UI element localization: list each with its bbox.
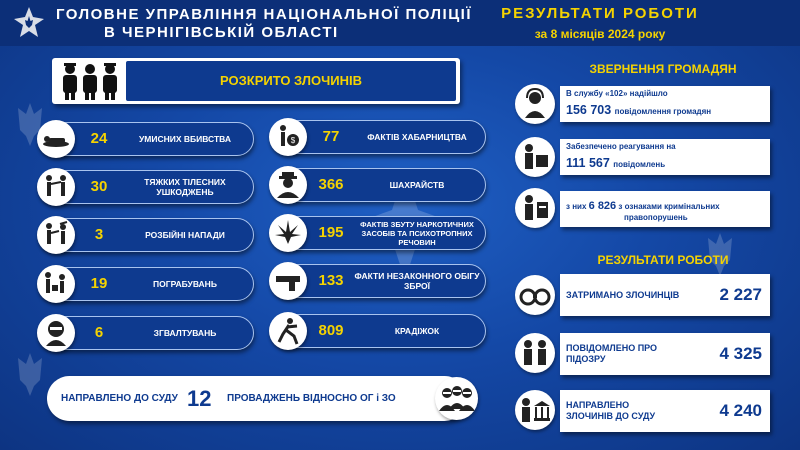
appeal-responses — [560, 139, 770, 175]
result-sent-to-court — [560, 390, 770, 432]
crime-count: 809 — [318, 322, 344, 339]
victim-icon — [37, 120, 75, 158]
appeal-value: 6 826 — [588, 200, 617, 212]
crime-count: 3 — [94, 226, 104, 243]
svg-text:$: $ — [290, 136, 296, 145]
results-title: РЕЗУЛЬТАТИ РОБОТИ — [501, 5, 699, 22]
crime-count: 195 — [318, 224, 344, 241]
result-detained — [560, 274, 770, 316]
cannabis-leaf-icon — [269, 214, 307, 252]
criminal-group-icon — [435, 377, 478, 420]
crime-label: ПОГРАБУВАНЬ — [153, 279, 217, 289]
crime-label: УМИСНИХ ВБИВСТВА — [138, 134, 232, 144]
appeal-line — [566, 200, 720, 212]
appeal-line — [566, 156, 665, 170]
crime-label: ЗГВАЛТУВАНЬ — [153, 328, 217, 338]
appeal-tail2: правопорушень — [624, 213, 688, 222]
crime-count: 24 — [90, 130, 108, 147]
patrol-icon — [515, 137, 555, 177]
crime-item-rapes — [38, 316, 254, 350]
crime-count: 77 — [322, 128, 340, 145]
appeal-value: 156 703 — [566, 103, 612, 117]
appeal-criminal-signs — [560, 191, 770, 227]
appeal-calls-received — [560, 86, 770, 122]
courthouse-icon — [515, 390, 555, 430]
appeal-intro: Забезпечено реагування на — [566, 142, 676, 151]
crimes-solved-title: РОЗКРИТО ЗЛОЧИНІВ — [220, 73, 362, 88]
crime-item-drug-sales — [270, 216, 486, 250]
police-emblem-icon — [12, 6, 46, 40]
result-suspicion-notices — [560, 333, 770, 375]
crime-label: ТЯЖКИХ ТІЛЕСНИХ УШКОДЖЕНЬ — [144, 177, 226, 197]
crime-item-robbery-assault — [38, 218, 254, 252]
pistol-icon — [269, 262, 307, 300]
crime-label: ФАКТІВ ЗБУТУ НАРКОТИЧНИХ ЗАСОБІВ ТА ПСИХОТРОПНИХ РЕЧОВИН — [360, 219, 474, 247]
crime-count: 133 — [318, 272, 344, 289]
fight-icon — [37, 168, 75, 206]
crime-label: ШАХРАЙСТВ — [389, 180, 445, 190]
result-value: 4 325 — [719, 344, 762, 363]
appeal-intro: В службу «102» надійшло — [566, 89, 668, 98]
police-detainees-icon — [58, 62, 122, 100]
result-label: ПОВІДОМЛЕНО ПРО ПІДОЗРУ — [566, 343, 658, 364]
court-prefix: НАПРАВЛЕНО ДО СУДУ — [61, 393, 178, 404]
thief-icon — [269, 312, 307, 350]
officer-document-icon — [515, 188, 555, 228]
result-label: ЗАТРИМАНО ЗЛОЧИНЦІВ — [566, 289, 680, 300]
appeals-title: ЗВЕРНЕННЯ ГРОМАДЯН — [589, 62, 737, 76]
court-suffix: ПРОВАДЖЕНЬ ВІДНОСНО ОГ і ЗО — [227, 393, 396, 404]
crimes-solved-header — [52, 58, 460, 104]
court-count: 12 — [187, 386, 212, 411]
court-banner — [47, 376, 467, 421]
results-section-title: РЕЗУЛЬТАТИ РОБОТИ — [597, 253, 729, 267]
crime-count: 366 — [318, 176, 344, 193]
result-value: 4 240 — [719, 401, 762, 420]
result-value: 2 227 — [719, 285, 762, 304]
results-period: за 8 місяців 2024 року — [534, 27, 666, 41]
bribe-icon — [269, 118, 307, 156]
appeal-line — [566, 103, 711, 117]
appeal-tail: повідомлень — [613, 160, 666, 169]
operator-icon — [515, 84, 555, 124]
crime-label: РОЗБІЙНІ НАПАДИ — [145, 230, 225, 240]
masked-person-icon — [37, 314, 75, 352]
crime-item-thefts — [270, 314, 486, 348]
crime-item-bribery — [270, 120, 486, 154]
crime-label: КРАДІЖОК — [394, 326, 440, 336]
crime-label: ФАКТІВ ХАБАРНИЦТВА — [367, 132, 467, 142]
header-title-line1: ГОЛОВНЕ УПРАВЛІННЯ НАЦІОНАЛЬНОЇ ПОЛІЦІЇ — [56, 6, 472, 23]
trident-watermark-icon — [10, 350, 50, 400]
robbery-icon — [37, 216, 75, 254]
fraudster-icon — [269, 166, 307, 204]
appeal-tail: з ознаками кримінальних — [618, 202, 720, 211]
crime-count: 30 — [90, 178, 108, 195]
crime-item-grievous-harm — [38, 170, 254, 204]
snatching-icon — [37, 265, 75, 303]
crime-item-fraud — [270, 168, 486, 202]
crime-item-murders — [38, 122, 254, 156]
crime-count: 6 — [94, 324, 104, 341]
appeal-value: 111 567 — [566, 156, 610, 170]
header-title-line2: В ЧЕРНІГІВСЬКІЙ ОБЛАСТІ — [104, 24, 339, 41]
crime-label: ФАКТИ НЕЗАКОННОГО ОБІГУ ЗБРОЇ — [354, 271, 480, 291]
crime-count: 19 — [90, 275, 108, 292]
handcuffs-icon — [515, 275, 555, 315]
crime-item-illegal-weapons — [270, 264, 486, 298]
appeal-intro: з них — [566, 202, 587, 211]
appeal-tail: повідомлення громадян — [614, 107, 712, 116]
suspect-notice-icon — [515, 333, 555, 373]
result-label: НАПРАВЛЕНО ЗЛОЧИНІВ ДО СУДУ — [566, 400, 656, 421]
crime-item-snatching — [38, 267, 254, 301]
